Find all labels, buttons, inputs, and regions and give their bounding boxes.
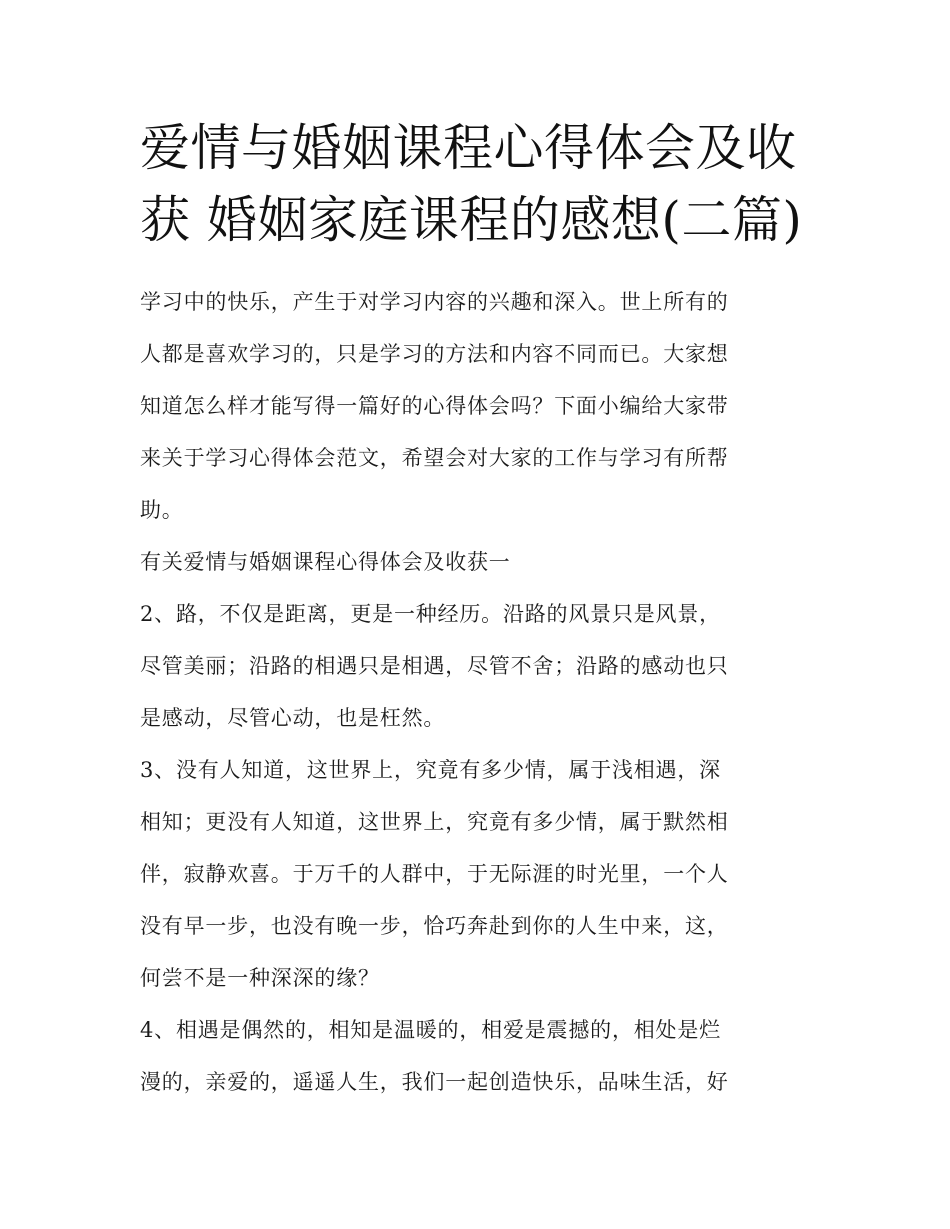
text-line: 学习中的快乐，产生于对学习内容的兴趣和深入。世上所有的 [140,290,729,314]
text-line: 没有早一步，也没有晚一步，恰巧奔赴到你的人生中来，这， [140,914,729,938]
intro-paragraph [140,276,820,536]
text-line: 2、路，不仅是距离，更是一种经历。沿路的风景只是风景， [140,602,721,626]
text-line: 漫的，亲爱的，遥遥人生，我们一起创造快乐，品味生活，好 [140,1070,729,1094]
section-heading [140,536,820,588]
text-line: 人都是喜欢学习的，只是学习的方法和内容不同而已。大家想 [140,342,729,366]
title-line: 获 婚姻家庭课程的感想(二篇) [140,191,803,249]
text-line: 3、没有人知道，这世界上，究竟有多少情，属于浅相遇，深 [140,758,721,782]
paragraph-item-2 [140,588,820,744]
document-title [140,112,820,256]
paragraph-item-3 [140,744,820,1004]
text-line: 4、相遇是偶然的，相知是温暖的，相爱是震撼的，相处是烂 [140,1018,721,1042]
title-line: 爱情与婚姻课程心得体会及收 [140,119,797,177]
text-line: 是感动，尽管心动，也是枉然。 [140,706,446,730]
text-line: 助。 [140,498,184,522]
text-line: 何尝不是一种深深的缘？ [140,966,380,990]
paragraph-item-4 [140,1004,820,1108]
text-line: 尽管美丽；沿路的相遇只是相遇，尽管不舍；沿路的感动也只 [140,654,729,678]
text-line: 来关于学习心得体会范文，希望会对大家的工作与学习有所帮 [140,446,729,470]
text-line: 有关爱情与婚姻课程心得体会及收获一 [140,550,511,574]
text-line: 相知；更没有人知道，这世界上，究竟有多少情，属于默然相 [140,810,729,834]
text-line: 知道怎么样才能写得一篇好的心得体会吗？下面小编给大家带 [140,394,729,418]
document-body [140,276,820,1108]
text-line: 伴，寂静欢喜。于万千的人群中，于无际涯的时光里，一个人 [140,862,729,886]
